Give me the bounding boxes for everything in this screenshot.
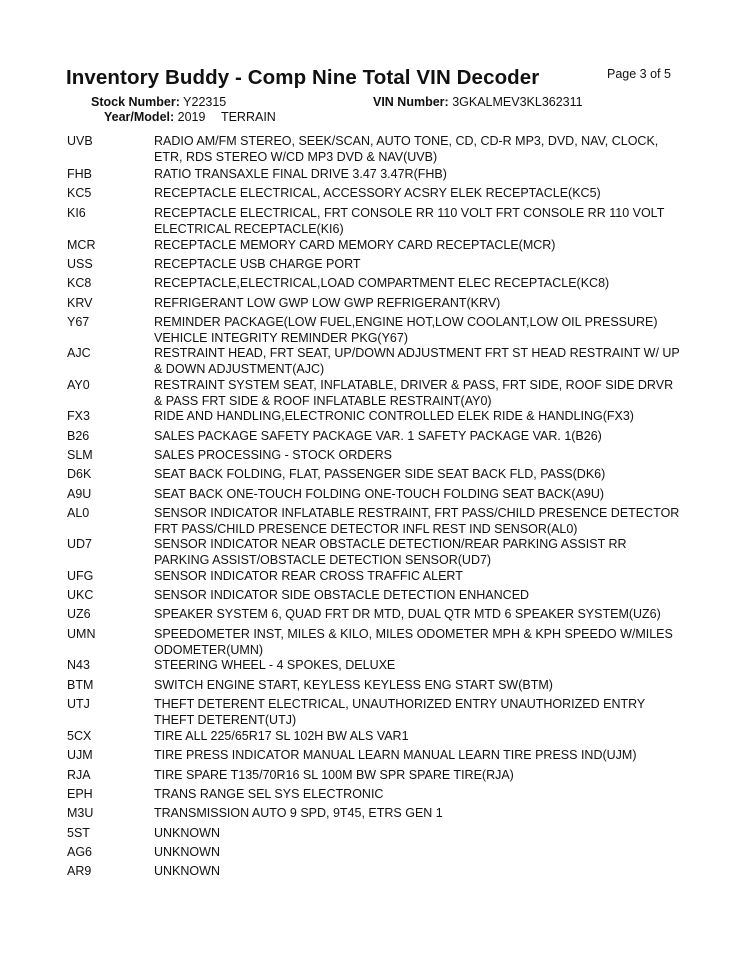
option-code: RJA xyxy=(67,768,91,782)
option-code: Y67 xyxy=(67,315,90,329)
option-code: SLM xyxy=(67,448,93,462)
option-code: UMN xyxy=(67,627,96,641)
option-code: KC8 xyxy=(67,276,92,290)
option-description: SPEEDOMETER INST, MILES & KILO, MILES ODOMETER MPH & KPH SPEEDO W/MILES ODOMETER(UMN) xyxy=(154,627,673,657)
option-code: KC5 xyxy=(67,186,92,200)
option-code: UD7 xyxy=(67,537,93,551)
option-description: UNKNOWN xyxy=(154,826,220,840)
vin-number xyxy=(373,95,583,109)
page-number: Page 3 of 5 xyxy=(607,67,671,81)
option-code: AY0 xyxy=(67,378,90,392)
option-code: UJM xyxy=(67,748,93,762)
option-description: SPEAKER SYSTEM 6, QUAD FRT DR MTD, DUAL QTR MTD 6 SPEAKER SYSTEM(UZ6) xyxy=(154,607,661,621)
option-description: UNKNOWN xyxy=(154,864,220,878)
year-model-label: Year/Model: xyxy=(104,110,175,124)
option-description: TRANSMISSION AUTO 9 SPD, 9T45, ETRS GEN 1 xyxy=(154,806,443,820)
option-description: SENSOR INDICATOR NEAR OBSTACLE DETECTION/REAR PARKING ASSIST RR PARKING ASSIST/OBSTACLE DETECTION SENSOR(UD7) xyxy=(154,537,627,567)
year-value: 2019 xyxy=(177,110,206,124)
stock-number-label: Stock Number: xyxy=(91,95,180,109)
option-code: FHB xyxy=(67,167,92,181)
option-description: SENSOR INDICATOR REAR CROSS TRAFFIC ALERT xyxy=(154,569,463,583)
option-description: SALES PACKAGE SAFETY PACKAGE VAR. 1 SAFETY PACKAGE VAR. 1(B26) xyxy=(154,429,602,443)
option-description: RESTRAINT HEAD, FRT SEAT, UP/DOWN ADJUSTMENT FRT ST HEAD RESTRAINT W/ UP & DOWN ADJUSTMENT(AJC) xyxy=(154,346,680,376)
year-model xyxy=(104,110,276,124)
option-code: N43 xyxy=(67,658,90,672)
option-code: UKC xyxy=(67,588,94,602)
option-code: MCR xyxy=(67,238,96,252)
option-code: UTJ xyxy=(67,697,90,711)
option-code: FX3 xyxy=(67,409,90,423)
option-description: THEFT DETERENT ELECTRICAL, UNAUTHORIZED ENTRY UNAUTHORIZED ENTRY THEFT DETERENT(UTJ) xyxy=(154,697,646,727)
option-description: SENSOR INDICATOR INFLATABLE RESTRAINT, FRT PASS/CHILD PRESENCE DETECTOR FRT PASS/CHILD PRESENCE DETECTOR INFL REST IND SENSOR(AL0) xyxy=(154,506,680,536)
option-code: USS xyxy=(67,257,93,271)
option-code: UVB xyxy=(67,134,93,148)
option-description: SEAT BACK ONE-TOUCH FOLDING ONE-TOUCH FOLDING SEAT BACK(A9U) xyxy=(154,487,605,501)
option-description: TRANS RANGE SEL SYS ELECTRONIC xyxy=(154,787,384,801)
option-code: AR9 xyxy=(67,864,92,878)
option-description: RADIO AM/FM STEREO, SEEK/SCAN, AUTO TONE, CD, CD-R MP3, DVD, NAV, CLOCK, ETR, RDS STEREO W/CD MP3 DVD & NAV(UVB) xyxy=(154,134,659,164)
vin-number-value: 3GKALMEV3KL362311 xyxy=(452,95,583,109)
option-code: B26 xyxy=(67,429,90,443)
option-description: RECEPTACLE ELECTRICAL, ACCESSORY ACSRY ELEK RECEPTACLE(KC5) xyxy=(154,186,601,200)
option-description: RECEPTACLE MEMORY CARD MEMORY CARD RECEPTACLE(MCR) xyxy=(154,238,556,252)
option-code: KRV xyxy=(67,296,93,310)
option-code: M3U xyxy=(67,806,94,820)
option-code: AJC xyxy=(67,346,91,360)
option-code: UZ6 xyxy=(67,607,91,621)
page-title: Inventory Buddy - Comp Nine Total VIN Decoder xyxy=(66,66,540,89)
option-code: 5CX xyxy=(67,729,92,743)
option-code: KI6 xyxy=(67,206,86,220)
option-code: UFG xyxy=(67,569,94,583)
option-description: SEAT BACK FOLDING, FLAT, PASSENGER SIDE SEAT BACK FLD, PASS(DK6) xyxy=(154,467,606,481)
option-description: SWITCH ENGINE START, KEYLESS KEYLESS ENG START SW(BTM) xyxy=(154,678,553,692)
option-description: SALES PROCESSING - STOCK ORDERS xyxy=(154,448,393,462)
option-description: REFRIGERANT LOW GWP LOW GWP REFRIGERANT(KRV) xyxy=(154,296,501,310)
option-description: RATIO TRANSAXLE FINAL DRIVE 3.47 3.47R(FHB) xyxy=(154,167,447,181)
option-description: TIRE ALL 225/65R17 SL 102H BW ALS VAR1 xyxy=(154,729,409,743)
option-description: RECEPTACLE USB CHARGE PORT xyxy=(154,257,361,271)
option-description: RECEPTACLE,ELECTRICAL,LOAD COMPARTMENT ELEC RECEPTACLE(KC8) xyxy=(154,276,610,290)
option-code: A9U xyxy=(67,487,92,501)
stock-number xyxy=(91,95,226,109)
option-description: STEERING WHEEL - 4 SPOKES, DELUXE xyxy=(154,658,396,672)
model-value: TERRAIN xyxy=(220,110,276,124)
option-description: TIRE SPARE T135/70R16 SL 100M BW SPR SPARE TIRE(RJA) xyxy=(154,768,514,782)
option-description: SENSOR INDICATOR SIDE OBSTACLE DETECTION ENHANCED xyxy=(154,588,530,602)
option-code: AL0 xyxy=(67,506,90,520)
option-description: RECEPTACLE ELECTRICAL, FRT CONSOLE RR 110 VOLT FRT CONSOLE RR 110 VOLT ELECTRICAL RECEPTACLE(KI6) xyxy=(154,206,665,236)
option-code: BTM xyxy=(67,678,94,692)
option-description: RESTRAINT SYSTEM SEAT, INFLATABLE, DRIVER & PASS, FRT SIDE, ROOF SIDE DRVR & PASS FRT SIDE & ROOF INFLATABLE RESTRAINT(AY0) xyxy=(154,378,674,408)
option-code: EPH xyxy=(67,787,93,801)
option-description: TIRE PRESS INDICATOR MANUAL LEARN MANUAL LEARN TIRE PRESS IND(UJM) xyxy=(154,748,637,762)
option-code: 5ST xyxy=(67,826,90,840)
option-description: UNKNOWN xyxy=(154,845,220,859)
option-description: RIDE AND HANDLING,ELECTRONIC CONTROLLED ELEK RIDE & HANDLING(FX3) xyxy=(154,409,634,423)
option-code: AG6 xyxy=(67,845,93,859)
stock-number-value: Y22315 xyxy=(183,95,227,109)
option-description: REMINDER PACKAGE(LOW FUEL,ENGINE HOT,LOW COOLANT,LOW OIL PRESSURE) VEHICLE INTEGRITY REMINDER PKG(Y67) xyxy=(154,315,658,345)
vin-number-label: VIN Number: xyxy=(373,95,449,109)
option-code: D6K xyxy=(67,467,92,481)
